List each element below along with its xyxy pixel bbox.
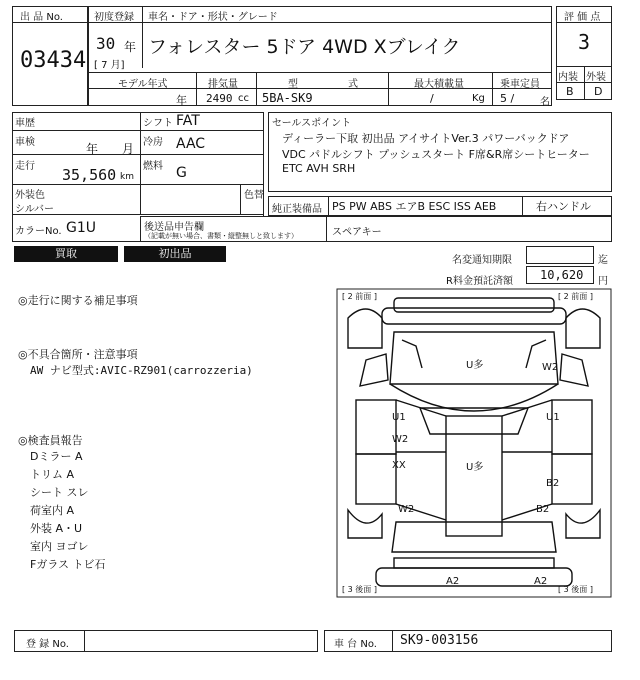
shift-label: シフト: [143, 118, 173, 129]
first-reg-label: 初度登録: [94, 12, 134, 23]
recycle-value: 10,620: [540, 268, 584, 282]
name-change-label: 名変通知期限: [452, 255, 512, 266]
type-label: 型: [288, 79, 298, 90]
buy-badge: 買取: [14, 246, 118, 262]
displacement-label: 排気量: [208, 79, 238, 90]
header-vdiv4: [388, 72, 389, 106]
mark-rl-fender: W2: [398, 504, 415, 515]
sales-points-line3: ETC AVH SRH: [282, 162, 356, 175]
fuel-label: 燃料: [143, 161, 163, 172]
grade-score: 3: [577, 30, 591, 54]
sales-points-line2: VDC パドルシフト プッシュスタート F席&R席シートヒーター: [282, 148, 590, 161]
reg-no-label: 登 録 No.: [26, 639, 69, 650]
inspector-title: ◎検査員報告: [18, 434, 83, 447]
mark-rear-bumper: A2: [446, 576, 460, 587]
history-label: 車歴: [15, 118, 35, 129]
grade-div1: [556, 22, 612, 23]
driving-notes-title: ◎走行に関する補足事項: [18, 294, 138, 307]
model-year-label: モデル年式: [118, 79, 168, 90]
color-no-value: G1U: [66, 220, 97, 236]
recycle-unit: 円: [598, 276, 608, 287]
mark-rear-bumper-2: A2: [534, 576, 548, 587]
grade-label: 評 価 点: [564, 12, 601, 23]
capacity-unit: 名: [540, 97, 550, 108]
mark-fr-door: U1: [546, 412, 560, 423]
shift-value: FAT: [176, 113, 200, 129]
spec-hdiv3: [12, 184, 264, 185]
color-no-label: カラーNo.: [15, 226, 62, 237]
mark-hood: U多: [466, 360, 484, 371]
type-value: 5BA-SK9: [262, 91, 313, 105]
exterior-label: 外装: [586, 72, 606, 83]
defect-notes-title: ◎不具合箇所・注意事項: [18, 348, 138, 361]
ac-value: AAC: [176, 136, 206, 152]
mileage-label: 走行: [15, 161, 35, 172]
mark-roof: U多: [466, 462, 484, 473]
inspector-item: シート スレ: [30, 486, 89, 499]
max-load-label: 最大積載量: [414, 79, 464, 90]
mark-rr-fender: B2: [536, 504, 550, 515]
color-change-label: 色替: [244, 190, 264, 201]
mark-fr-fender: W2: [542, 362, 559, 373]
post-docs-vdiv: [326, 216, 327, 242]
exterior-grade: D: [594, 85, 603, 98]
fuel-value: G: [176, 165, 187, 181]
equipment-value: PS PW ABS エアB ESC ISS AEB: [332, 200, 497, 213]
sales-points-line1: ディーラー下取 初出品 アイサイトVer.3 パワーバックドア: [282, 132, 570, 145]
spec-vdiv: [140, 112, 141, 214]
chassis-no-vdiv: [392, 630, 393, 652]
max-load-unit: Kg: [472, 93, 485, 104]
corner-rear-left-label: [ 3 後面 ]: [342, 585, 377, 594]
exterior-color-value: シルバー: [15, 204, 55, 215]
inspector-item: 外装 A・U: [30, 522, 83, 535]
mark-fl-door-2: W2: [392, 434, 409, 445]
inspection-label: 車検: [15, 137, 35, 148]
header-vdiv1: [142, 6, 143, 68]
name-change-unit: 迄: [598, 255, 608, 266]
inspector-item: 荷室内 A: [30, 504, 75, 517]
grade-div3: [584, 66, 585, 100]
header-hdiv2: [88, 72, 552, 73]
corner-front-left-label: [ 2 前面 ]: [342, 292, 377, 301]
first-reg-month: [ 7 月]: [94, 60, 125, 71]
inspector-item: トリム A: [30, 468, 75, 481]
displacement-unit: cc: [238, 93, 249, 104]
lot-label: 出 品 No.: [20, 12, 63, 23]
chassis-no-label: 車 台 No.: [334, 639, 377, 650]
equipment-vdiv: [328, 196, 329, 216]
header-hdiv1: [88, 22, 552, 23]
type-label2: 式: [348, 79, 358, 90]
displacement-value: 2490: [206, 92, 233, 105]
first-reg-year: 30: [96, 34, 116, 53]
mark-rl-door: XX: [392, 460, 406, 471]
corner-rear-right-label: [ 3 後面 ]: [558, 585, 593, 594]
handle-value: 右ハンドル: [536, 200, 591, 213]
first-reg-year-unit: 年: [124, 40, 137, 54]
interior-grade: B: [566, 85, 574, 98]
sales-points-label: セールスポイント: [272, 118, 352, 129]
lot-divider: [12, 22, 88, 23]
max-load-value: /: [430, 92, 434, 105]
interior-label: 内装: [558, 72, 578, 83]
first-listing-badge: 初出品: [124, 246, 226, 262]
spec-hdiv1: [12, 130, 264, 131]
header-vdiv3: [256, 72, 257, 106]
post-docs-note: （記載が無い場合、書類・縦整無しと致します）: [144, 232, 298, 240]
header-vdiv2: [196, 72, 197, 106]
mark-rr-door: B2: [546, 478, 560, 489]
inspector-item: Fガラス トビ石: [30, 558, 106, 571]
car-name-label: 車名・ドア・形状・グレード: [148, 12, 278, 23]
post-docs-label: 後送品申告欄: [144, 222, 204, 233]
header-vdiv5: [492, 72, 493, 106]
inspector-item: Dミラー A: [30, 450, 83, 463]
mileage-unit: km: [120, 172, 134, 182]
defect-notes-line: AW ナビ型式:AVIC-RZ901(carrozzeria): [30, 364, 253, 377]
inspection-month: 月: [122, 142, 135, 156]
reg-no-vdiv: [84, 630, 85, 652]
spec-hdiv2: [12, 154, 264, 155]
recycle-label: R料金預託済額: [446, 276, 513, 287]
spec-vdiv2: [240, 184, 241, 214]
model-year-value: 年: [176, 94, 187, 107]
ac-label: 冷房: [143, 137, 163, 148]
car-name: フォレスター 5ドア 4WD Xブレイク: [148, 36, 461, 58]
car-diagram: [336, 288, 612, 598]
mileage-value: 35,560: [62, 166, 117, 184]
post-docs-value: スペアキー: [332, 227, 382, 238]
capacity-value: 5 /: [500, 92, 515, 105]
capacity-label: 乗車定員: [500, 79, 540, 90]
lot-number: 03434: [20, 48, 87, 73]
inspector-item: 室内 ヨゴレ: [30, 540, 89, 553]
equipment-vdiv2: [522, 196, 523, 216]
corner-front-right-label: [ 2 前面 ]: [558, 292, 593, 301]
inspection-year: 年: [86, 142, 99, 156]
name-change-value-box: [526, 246, 594, 264]
equipment-label: 純正装備品: [272, 204, 322, 215]
mark-fl-door: U1: [392, 412, 406, 423]
chassis-no-value: SK9-003156: [400, 633, 479, 648]
exterior-color-label: 外装色: [15, 190, 45, 201]
